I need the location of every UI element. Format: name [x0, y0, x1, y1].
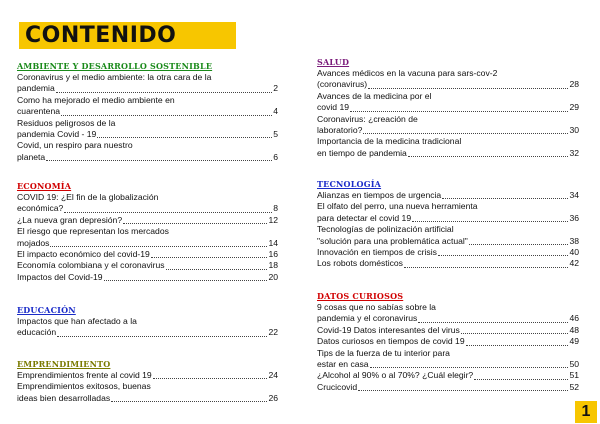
toc-page-number: 4	[273, 106, 278, 117]
toc-page-number: 34	[569, 190, 579, 200]
dot-leader	[46, 159, 272, 161]
toc-entry-text: para detectar el covid 19	[317, 212, 412, 223]
dot-leader	[368, 87, 568, 89]
toc-page-number: 14	[268, 237, 278, 248]
dot-leader	[166, 268, 268, 270]
toc-entry-text: planeta	[17, 151, 46, 162]
toc-entry-text: Covid, un respiro para nuestro	[17, 140, 133, 151]
dot-leader	[61, 114, 272, 116]
toc-entry-text: cuarentena	[17, 106, 61, 117]
section-tecnologia	[317, 179, 579, 270]
section-emprendimiento	[17, 359, 278, 404]
toc-entry-text: Crucicovid	[317, 381, 358, 392]
toc-entry[interactable]	[317, 68, 579, 91]
toc-entry-text: ideas bien desarrolladas	[17, 392, 111, 403]
toc-page-number: 40	[569, 247, 579, 258]
title-banner	[19, 22, 236, 49]
toc-entry[interactable]	[17, 381, 278, 404]
dot-leader	[57, 335, 267, 337]
toc-entry-text: en tiempo de pandemia	[317, 147, 407, 158]
dot-leader	[111, 400, 267, 402]
dot-leader	[412, 220, 568, 222]
toc-entry-text: Innovación en tiempos de crisis	[317, 247, 437, 258]
toc-page-number: 36	[569, 212, 579, 223]
toc-entry-text: ¿La nueva gran depresión?	[17, 214, 123, 225]
dot-leader	[56, 91, 272, 93]
toc-entry-text: COVID 19: ¿El fin de la globalización	[17, 192, 159, 202]
section-economia	[17, 181, 278, 283]
toc-page-number: 30	[569, 125, 579, 136]
toc-entry[interactable]	[317, 348, 579, 371]
toc-page-number: 12	[268, 214, 278, 225]
toc-entry[interactable]	[317, 247, 579, 258]
toc-entry-text: Como ha mejorado el medio ambiente en	[17, 94, 175, 105]
toc-entry-text: laboratorio?	[317, 125, 363, 136]
toc-page-number: 28	[569, 79, 579, 90]
toc-entry-text: Emprendimientos frente al covid 19	[17, 370, 152, 380]
toc-page-number: 2	[273, 83, 278, 94]
toc-entry[interactable]	[317, 190, 579, 201]
dot-leader	[50, 245, 267, 247]
toc-entry-text: Los robots domésticos	[317, 258, 403, 269]
dot-leader	[461, 332, 569, 334]
dot-leader	[370, 366, 569, 368]
toc-page-number: 22	[268, 327, 278, 338]
toc-entry-text: económica?	[17, 203, 64, 214]
toc-page-number: 26	[268, 392, 278, 403]
toc-page-number: 32	[569, 147, 579, 158]
toc-page-number: 46	[569, 313, 579, 324]
toc-entry-text: Tecnologías de polinización artificial	[317, 224, 454, 235]
toc-entry-text: ¿Alcohol al 90% o al 70%? ¿Cuál elegir?	[317, 370, 474, 381]
toc-page-number: 49	[569, 336, 579, 347]
section-heading: EDUCACIÓN	[17, 305, 76, 315]
toc-entry-text: El olfato del perro, una nueva herramienta	[317, 201, 478, 212]
toc-entry-text: 9 cosas que no sabías sobre la	[317, 302, 436, 312]
toc-entry-text: (coronavirus)	[317, 79, 368, 90]
section-heading: ECONOMÍA	[17, 181, 72, 191]
dot-leader	[153, 377, 268, 379]
toc-entry-text: Emprendimientos exitosos, buenas	[17, 381, 151, 392]
toc-page-number: 8	[273, 203, 278, 214]
toc-entry-text: Economía colombiana y el coronavirus	[17, 260, 165, 271]
toc-entry-text: covid 19	[317, 102, 350, 113]
section-heading: EMPRENDIMIENTO	[17, 359, 111, 369]
section-heading: AMBIENTE Y DESARROLLO SOSTENIBLE	[17, 61, 213, 71]
toc-page-number: 24	[268, 370, 278, 380]
toc-entry[interactable]	[17, 272, 278, 283]
page-title: CONTENIDO	[25, 23, 177, 48]
toc-entry[interactable]	[317, 336, 579, 347]
dot-leader	[151, 256, 268, 258]
toc-entry-text: Covid-19 Datos interesantes del virus	[317, 324, 460, 335]
toc-entry-text: Datos curiosos en tiempos de covid 19	[317, 336, 465, 347]
page-number: 1	[575, 401, 597, 423]
toc-page-number: 50	[569, 359, 579, 370]
toc-entry-text: estar en casa	[317, 359, 369, 370]
toc-entry-text: pandemia	[17, 83, 55, 94]
toc-page-number: 5	[273, 129, 278, 140]
toc-entry[interactable]	[317, 258, 579, 269]
dot-leader	[469, 243, 569, 245]
toc-entry-text: Impactos que han afectado a la	[17, 316, 137, 326]
section-heading: SALUD	[317, 57, 350, 67]
toc-entry-text: mojados	[17, 237, 50, 248]
toc-entry[interactable]	[17, 95, 278, 118]
dot-leader	[474, 378, 568, 380]
toc-entry-text: El riesgo que representan los mercados	[17, 226, 169, 237]
dot-leader	[408, 155, 569, 157]
toc-entry-text: "solución para una problemática actual"	[317, 235, 468, 246]
toc-page-number: 29	[569, 102, 579, 113]
section-ambiente	[17, 61, 278, 163]
toc-entry-text: Coronavirus: ¿creación de	[317, 113, 418, 124]
toc-page-number: 42	[569, 258, 579, 269]
toc-entry-text: Avances médicos en la vacuna para sars-cov-2	[317, 68, 498, 78]
toc-entry[interactable]	[17, 249, 278, 260]
dot-leader	[438, 254, 569, 256]
toc-entry-text: Importancia de la medicina tradicional	[317, 136, 462, 147]
toc-entry[interactable]	[17, 226, 278, 249]
toc-entry[interactable]	[317, 370, 579, 381]
toc-entry[interactable]	[317, 325, 579, 336]
dot-leader	[418, 321, 568, 323]
toc-page-number: 20	[268, 271, 278, 282]
dot-leader	[404, 266, 568, 268]
dot-leader	[64, 211, 272, 213]
toc-entry[interactable]	[17, 260, 278, 271]
toc-entry[interactable]	[17, 72, 278, 95]
toc-entry[interactable]	[17, 140, 278, 163]
toc-entry-text: Impactos del Covid-19	[17, 271, 103, 282]
dot-leader	[97, 136, 272, 138]
toc-entry[interactable]	[17, 316, 278, 339]
dot-leader	[358, 389, 568, 391]
dot-leader	[104, 279, 268, 281]
toc-page-number: 51	[569, 370, 579, 381]
section-heading: DATOS CURIOSOS	[317, 291, 404, 301]
toc-entry-text: pandemia y el coronavirus	[317, 313, 418, 324]
toc-entry-text: Tips de la fuerza de tu interior para	[317, 347, 450, 358]
dot-leader	[123, 222, 267, 224]
toc-entry[interactable]	[17, 370, 278, 381]
toc-entry-text: Alianzas en tiempos de urgencia	[317, 190, 442, 200]
dot-leader	[442, 197, 568, 199]
toc-entry[interactable]	[317, 382, 579, 393]
dot-leader	[350, 110, 568, 112]
toc-entry[interactable]	[317, 302, 579, 325]
toc-entry[interactable]	[317, 91, 579, 114]
toc-page-number: 52	[569, 381, 579, 392]
section-educacion	[17, 305, 278, 339]
toc-entry-text: Residuos peligrosos de la	[17, 117, 116, 128]
toc-entry[interactable]	[17, 215, 278, 226]
toc-page-number: 48	[569, 324, 579, 335]
toc-entry-text: Avances de la medicina por el	[317, 90, 432, 101]
toc-page-number: 16	[268, 249, 278, 260]
toc-entry-text: Coronavirus y el medio ambiente: la otra cara de la	[17, 72, 212, 82]
toc-entry[interactable]	[17, 192, 278, 215]
section-heading: TECNOLOGÍA	[317, 179, 382, 189]
section-datos	[317, 291, 579, 393]
dot-leader	[363, 132, 568, 134]
toc-entry-text: El impacto económico del covid-19	[17, 249, 150, 260]
toc-entry[interactable]	[317, 136, 579, 159]
toc-page-number: 18	[268, 260, 278, 271]
toc-entry[interactable]	[17, 118, 278, 141]
dot-leader	[466, 344, 569, 346]
toc-page-number: 38	[569, 235, 579, 246]
toc-entry[interactable]	[317, 201, 579, 224]
section-salud	[317, 57, 579, 159]
toc-entry-text: educación	[17, 327, 57, 338]
toc-entry[interactable]	[317, 114, 579, 137]
toc-entry[interactable]	[317, 224, 579, 247]
toc-entry-text: pandemia Covid - 19	[17, 129, 97, 140]
toc-page-number: 6	[273, 151, 278, 162]
